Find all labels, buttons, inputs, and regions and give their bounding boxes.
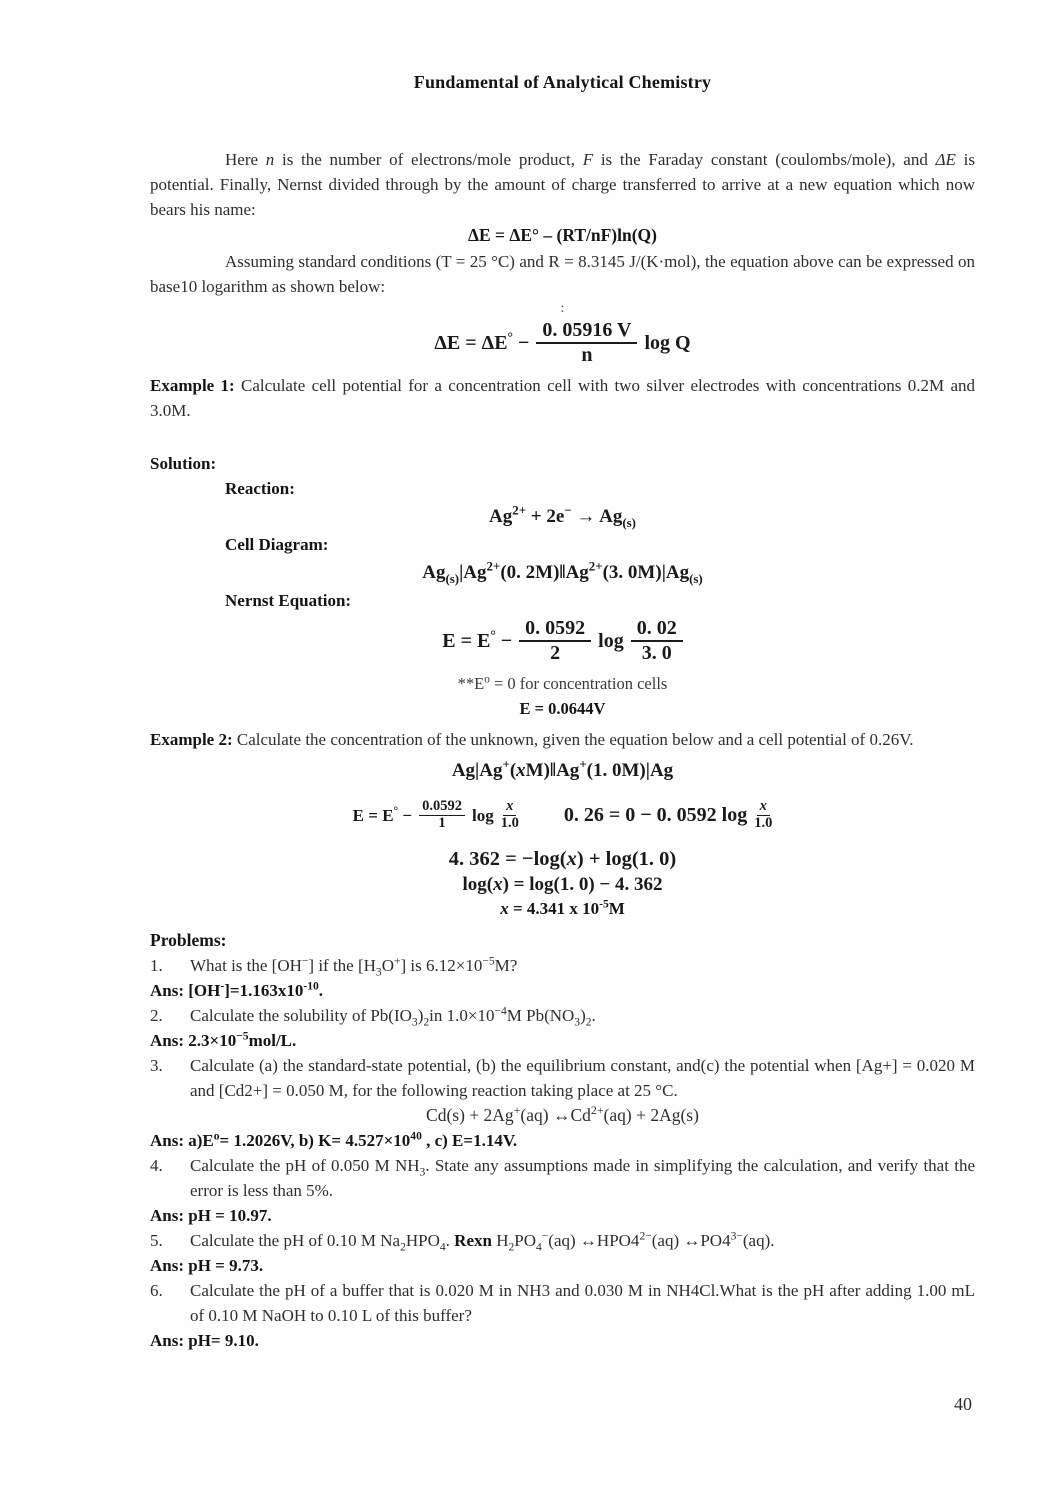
problem-item-1: [150, 953, 975, 978]
equation-base10-lhs: ΔE = ΔE° −: [434, 328, 530, 354]
intro-paragraph-2: Assuming standard conditions (T = 25 °C) and R = 8.3145 J/(K·mol), the equation above can be expressed on base10 logarithm as shown below:: [150, 252, 975, 296]
solution-label: Solution:: [150, 454, 217, 473]
equation-nernst-example1: [150, 617, 975, 665]
problem3-equation: Cd(s) + 2Ag+(aq) $\leftrightarrow Cd^{2+}(aq) + 2Ag(s)$: [426, 1103, 699, 1125]
example2-step-2: log(x) = log(1. 0) − 4. 362: [462, 873, 663, 895]
equation-nernst-ln: ΔE = ΔE° – (RT/nF)ln(Q): [467, 225, 657, 245]
problem-item-5: [150, 1228, 975, 1253]
log-operator: log: [471, 805, 494, 825]
fraction-voltage-over-n: [536, 319, 637, 367]
equation-base10: [150, 319, 975, 367]
problem-answer-1: Ans: $[OH^-]=1.163x10^{-10}$.: [150, 979, 323, 1000]
example2-equation-b: 0. 26 = 0 − 0. 0592 log $\frac{x}{1.0}$: [563, 798, 773, 831]
stray-colon: :: [560, 301, 565, 316]
problem-answer-3: Ans: $a)E^o= 1.2026V$, b) $K= 4.527\times 10^{40}$ , c) E=1.14V.: [150, 1129, 518, 1150]
problem-text: What is the [OH−] if the $[H_3O^+]$ is $6.12\times 10^{-5}M$?: [190, 954, 518, 979]
intro-paragraph-1: Here n is the number of electrons/mole product, F is the Faraday constant (coulombs/mole), and ΔE is potential. Finally, Nernst divided through by the amount of charge transferred to arrive at a new equation which now bears his name:: [150, 150, 976, 219]
problem-number: 5.: [150, 1230, 163, 1250]
problem-number: 3.: [150, 1055, 163, 1075]
fraction-slope-1: $\frac{0.0592}{1}$: [419, 799, 465, 832]
problem-number: 1.: [150, 955, 163, 975]
fraction-numerator: 0. 05916 V: [536, 319, 637, 344]
problem-item-3: [150, 1053, 975, 1103]
problem-number: 2.: [150, 1005, 163, 1025]
example2-equation-a: E = E° − $\frac{0.0592}{1}$ log $\frac{x}{1.0}$: [352, 798, 519, 831]
example2-step-1: 4. 362 = −log(x) + log(1. 0): [448, 847, 677, 870]
reaction-label: Reaction:: [225, 479, 295, 498]
problem-answer-2: Ans: $2.3\times 10^{-5}mol/L$.: [150, 1029, 297, 1050]
reaction-equation: $Ag^{2+} + 2e^- \to Ag_{(s)}$: [489, 502, 636, 530]
example1-result: E = 0.0644V: [519, 699, 606, 718]
example2-cell-equation: Ag|Ag+(xM)‖Ag+(1. 0M)|Ag: [451, 756, 674, 781]
cell-diagram-label: Cell Diagram:: [225, 535, 329, 554]
problem-text: Calculate (a) the standard-state potential, (b) the equilibrium constant, and(c) the potential when [Ag+] = 0.020 M and [Cd2+] = 0.050 M, for the following reaction taking place at 25 °C.: [190, 1055, 975, 1100]
problem-answer-6: Ans: pH= 9.10.: [150, 1330, 259, 1350]
problem-text: Calculate the pH of 0.050 M $NH_3$. State any assumptions made in simplifying the calculation, and verify that the error is less than 5%.: [190, 1155, 975, 1200]
example2-equation-pair: [150, 799, 975, 832]
spacer: [150, 423, 975, 451]
fraction-denominator: n: [581, 344, 593, 366]
page-title: Fundamental of Analytical Chemistry: [413, 72, 712, 92]
nernst-lhs: E = E° −: [442, 626, 513, 652]
page-number: 40: [954, 1394, 972, 1414]
fraction-concentration-ratio: $\frac{0. 02}{3. 0}$: [631, 617, 683, 665]
problem-answer-5: Ans: pH = 9.73.: [150, 1255, 264, 1275]
cell-diagram-equation: $Ag_{(s)}|Ag^{2+}(0$. $2M)‖Ag^{2+}(3$. $0M)|Ag_{(s)}$: [422, 558, 703, 586]
problem-item-6: [150, 1278, 975, 1328]
problem-answer-4: Ans: pH = 10.97.: [150, 1205, 272, 1225]
fraction-x-over-1: $\frac{x}{1.0}$: [500, 798, 519, 831]
problem-text: Calculate the pH of a buffer that is 0.020 M in NH3 and 0.030 M in NH4Cl.What is the pH after adding 1.00 mL of 0.10 M NaOH to 0.10 L of this buffer?: [190, 1280, 975, 1325]
problem-text: Calculate the pH of 0.10 M $Na_2HPO_4$. Rexn $H_2PO_4^-(aq)$ $\leftrightarrow HPO4^{2-}(aq)$ $\leftrightarrow PO4^{3-}(aq)$.: [190, 1229, 775, 1254]
log-operator: log: [598, 629, 624, 652]
example2-paragraph: Example 2: Calculate the concentration of the unknown, given the equation below and a cell potential of 0.26V.: [150, 730, 914, 749]
equation-base10-rhs: log Q: [644, 331, 691, 354]
problem-number: 4.: [150, 1155, 163, 1175]
nernst-equation-label: Nernst Equation:: [225, 591, 352, 610]
example1-paragraph: Example 1: Calculate cell potential for a concentration cell with two silver electrodes with concentrations 0.2M and 3.0M.: [150, 376, 975, 420]
problem-item-2: [150, 1003, 975, 1028]
fraction-slope: $\frac{0. 0592}{2}$: [519, 617, 591, 665]
problem-number: 6.: [150, 1280, 163, 1300]
concentration-cell-note: $**E^o = 0$ for concentration cells: [457, 673, 668, 693]
example2-result: x = 4.341 x $10^{-5}M$: [500, 897, 625, 918]
fraction-x-over-1: $\frac{x}{1.0}$: [754, 798, 773, 831]
problem-text: Calculate the solubility of $Pb(IO_3)_2in$ $1.0\times 10^{-4}M$ $Pb(NO_3)_2$.: [190, 1004, 596, 1029]
problems-heading: Problems:: [150, 929, 227, 950]
problem-item-4: [150, 1153, 975, 1203]
